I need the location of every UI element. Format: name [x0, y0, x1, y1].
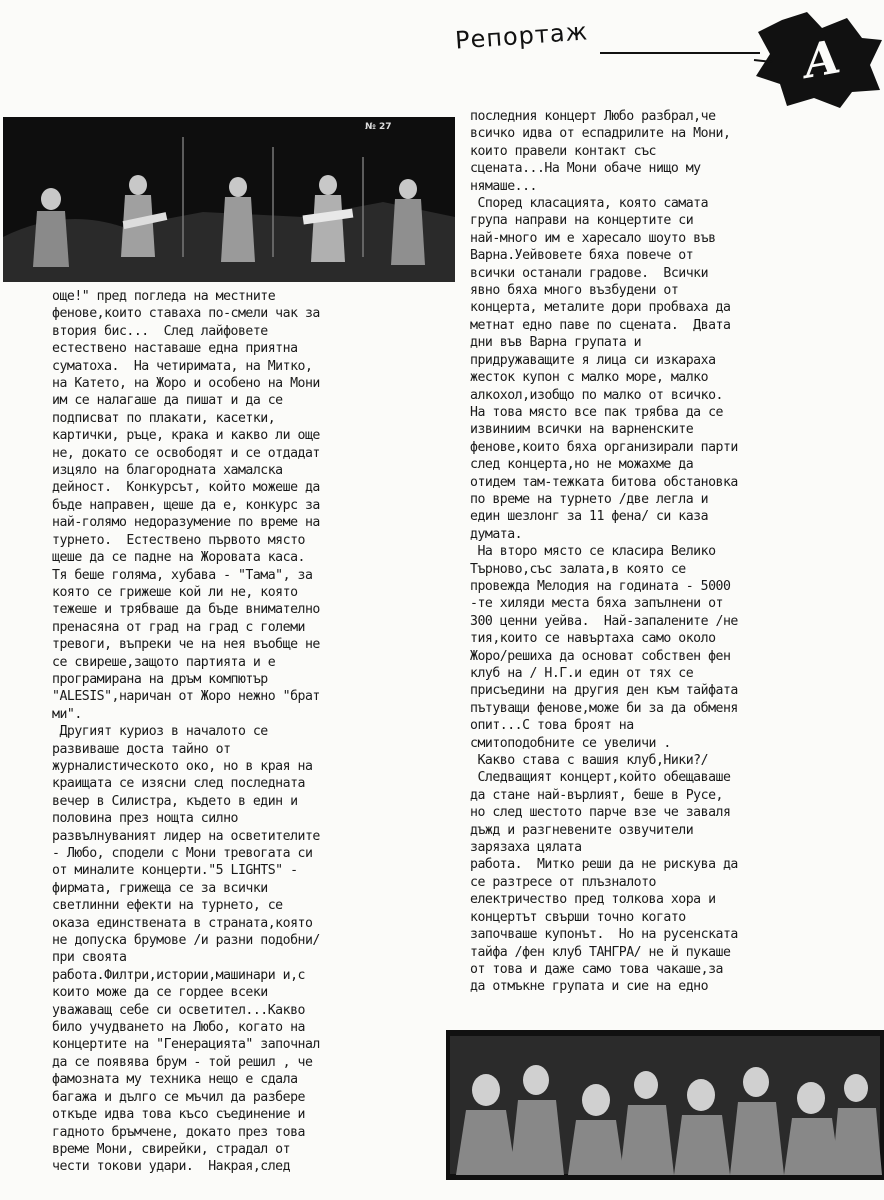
text-line: още!" пред погледа на местните — [52, 289, 276, 304]
text-line: дни във Варна групата и — [470, 335, 642, 351]
text-line: по време на турнето /две легла и — [470, 491, 709, 507]
text-line: сцената...На Мони обаче нищо му — [470, 161, 701, 177]
text-line: думата. — [470, 526, 523, 542]
text-line: алкохол,изобщо по малко от всичко. — [470, 387, 723, 403]
text-line: нямаше... — [470, 178, 537, 194]
text-line: на Катето, на Жоро и особено на Мони — [52, 376, 320, 392]
text-line: не, докато се освободят и се отдадат — [52, 445, 320, 461]
text-line: концерта, металите дори пробваха да — [470, 300, 731, 316]
text-line: присъедини на другия ден към тайфата — [470, 683, 738, 699]
text-line: тревоги, въпреки че на нея въобще не — [52, 637, 320, 653]
text-line: изцяло на благородната хамалска — [52, 463, 283, 479]
text-line: тайфа /фен клуб ТАНГРА/ не й пукаше — [470, 944, 731, 960]
text-line: която се грижеше кой ли не, която — [52, 584, 298, 600]
article-left-column — [52, 288, 447, 1176]
text-line: Следващият концерт,който обещаваше — [470, 770, 731, 786]
text-line: отидем там-тежката битова обстановка — [470, 474, 738, 490]
text-line: турнето. Естествено първото място — [52, 532, 305, 548]
text-line: след концерта,но не можахме да — [470, 457, 694, 473]
text-line: но след шестото парче взе че заваля — [470, 805, 731, 821]
text-line: клуб на / Н.Г.и един от тях се — [470, 666, 694, 681]
text-line: Варна.Уейвовете бяха повече от — [470, 248, 694, 264]
text-line: Какво става с вашия клуб,Ники?/ — [470, 753, 709, 769]
header-underline — [600, 52, 760, 54]
text-line: работа. Митко реши да не рискува да — [470, 857, 738, 873]
text-line: придружаващите я лица си изкараха — [470, 352, 716, 368]
text-line: оказа единствената в страната,която — [52, 915, 313, 931]
text-line: "ALESIS",наричан от Жоро нежно "брат — [52, 689, 320, 705]
text-line: един шезлонг за 11 фена/ си каза — [470, 509, 709, 525]
badge-letter: A — [799, 29, 845, 89]
text-line: жесток купон с малко море, малко — [470, 370, 709, 386]
text-line: щеше да се падне на Жоровата каса. — [52, 550, 305, 566]
text-line: фенове,които бяха организирали парти — [470, 439, 738, 455]
text-line: от миналите концерти."5 LIGHTS" - — [52, 863, 298, 879]
text-line: най-много им е харесало шоуто във — [470, 230, 716, 246]
text-line: да стане най-върлият, беше в Русе, — [470, 787, 723, 803]
text-line: фирмата, грижеща се за всички — [52, 880, 268, 896]
text-line: - Любо, сподели с Мони тревогата си — [52, 846, 313, 861]
text-line: суматоха. На четиримата, на Митко, — [52, 358, 313, 374]
text-line: развълнуваният лидер на осветителите — [52, 828, 320, 844]
text-line: извиниим всички на варненските — [470, 422, 694, 438]
text-line: На второ място се класира Велико — [470, 544, 716, 560]
text-line: втория бис... След лайфовете — [52, 323, 268, 339]
text-line: Търново,със залата,в която се — [470, 561, 686, 577]
text-line: ми". — [52, 706, 82, 722]
text-line: пренасяна от град на град с големи — [52, 619, 305, 635]
text-line: да отмъкне групата и сие на едно — [470, 979, 709, 995]
text-line: краищата се изясни след последната — [52, 776, 305, 792]
text-line: най-голямо недоразумение по време на — [52, 515, 320, 531]
photo-number: № 27 — [365, 122, 392, 132]
text-line: Другият куриоз в началото се — [52, 724, 268, 740]
text-line: естествено наставаше една приятна — [52, 341, 298, 357]
text-line: тия,които се навъртаха само около — [470, 631, 716, 647]
text-line: фамозната му техника нещо е сдала — [52, 1072, 298, 1088]
text-line: откъде идва това късо съединение и — [52, 1107, 305, 1123]
section-title: Репортаж — [454, 17, 589, 55]
text-line: време Мони, свирейки, страдал от — [52, 1141, 291, 1157]
text-line: провежда Мелодия на годината - 5000 — [470, 578, 731, 594]
text-line: журналистическото око, но в края на — [52, 758, 313, 774]
text-line: метнат едно паве по сцената. Двата — [470, 317, 731, 333]
article-right-column — [470, 108, 880, 996]
text-line: се свиреше,защото партията и е — [52, 654, 276, 670]
text-line: опит...С това броят на — [470, 718, 634, 734]
text-line: програмирана на дръм компютър — [52, 671, 268, 687]
text-line: всички останали градове. Всички — [470, 265, 709, 281]
concert-photo-top — [3, 117, 455, 282]
text-line: работа.Филтри,истории,машинари и,с — [52, 967, 305, 983]
text-line: концертът свърши точно когато — [470, 909, 686, 925]
text-line: не допуска брумове /и разни подобни/ — [52, 933, 320, 949]
text-line: Тя беше голяма, хубава - "Тама", за — [52, 567, 313, 583]
text-line: На това място все пак трябва да се — [470, 404, 723, 420]
text-line: половина през нощта силно — [52, 811, 238, 827]
text-line: развиваше доста тайно от — [52, 741, 231, 757]
text-line: уважаващ себе си осветител...Какво — [52, 1002, 305, 1018]
text-line: било учудването на Любо, когато на — [52, 1020, 305, 1036]
text-line: им се налагаше да пишат и да се — [52, 393, 283, 409]
text-line: Според класацията, която самата — [470, 196, 709, 212]
text-line: смитоподобните се увеличи . — [470, 735, 671, 751]
text-line: Жоро/решиха да основат собствен фен — [470, 648, 731, 664]
text-line: бъде направен, щеше да е, конкурс за — [52, 497, 320, 513]
text-line: вечер в Силистра, където в един и — [52, 793, 298, 809]
text-line: подписват по плакати, касетки, — [52, 410, 276, 426]
text-line: се разтресе от плъзналото — [470, 874, 656, 890]
text-line: концертите на "Генерацията" започнал — [52, 1037, 320, 1053]
section-badge — [752, 10, 884, 110]
text-line: чести токови удари. Накрая,след — [52, 1159, 291, 1175]
text-line: при своята — [52, 950, 127, 966]
text-line: пътуващи фенове,може би за да обменя — [470, 700, 738, 716]
text-line: които правели контакт със — [470, 143, 656, 159]
text-line: -те хиляди места бяха запълнени от — [470, 596, 723, 612]
crowd-photo-bottom — [446, 1030, 884, 1180]
text-line: картички, ръце, крака и какво ли още — [52, 428, 320, 444]
text-line: от това и даже само това чакаше,за — [470, 961, 723, 977]
text-line: дейност. Конкурсът, който можеше да — [52, 480, 320, 496]
text-line: да се появява брум - той решил , че — [52, 1054, 313, 1070]
text-line: зарязаха цялата — [470, 840, 582, 856]
text-line: които може да се гордее всеки — [52, 985, 268, 1001]
text-line: всичко идва от еспадрилите на Мони, — [470, 126, 731, 142]
text-line: феновe,които ставаха по-смели чак за — [52, 306, 320, 322]
text-line: явно бяха много възбудени от — [470, 283, 679, 299]
text-line: 300 ценни уейва. Най-запалените /не — [470, 613, 738, 629]
text-line: електричество пред толкова хора и — [470, 892, 716, 908]
text-line: група направи на концертите си — [470, 213, 694, 229]
text-line: последния концерт Любо разбрал,че — [470, 109, 716, 124]
text-line: започваше купонът. Но на русенската — [470, 927, 738, 943]
text-line: дъжд и разгневените озвучители — [470, 822, 694, 838]
text-line: багажа и дълго се мъчил да разбере — [52, 1089, 305, 1105]
text-line: светлинни ефекти на турнето, се — [52, 898, 283, 914]
text-line: гадното бръмчене, докато през това — [52, 1124, 305, 1140]
text-line: тежеше и трябваше да бъде внимателно — [52, 602, 320, 618]
